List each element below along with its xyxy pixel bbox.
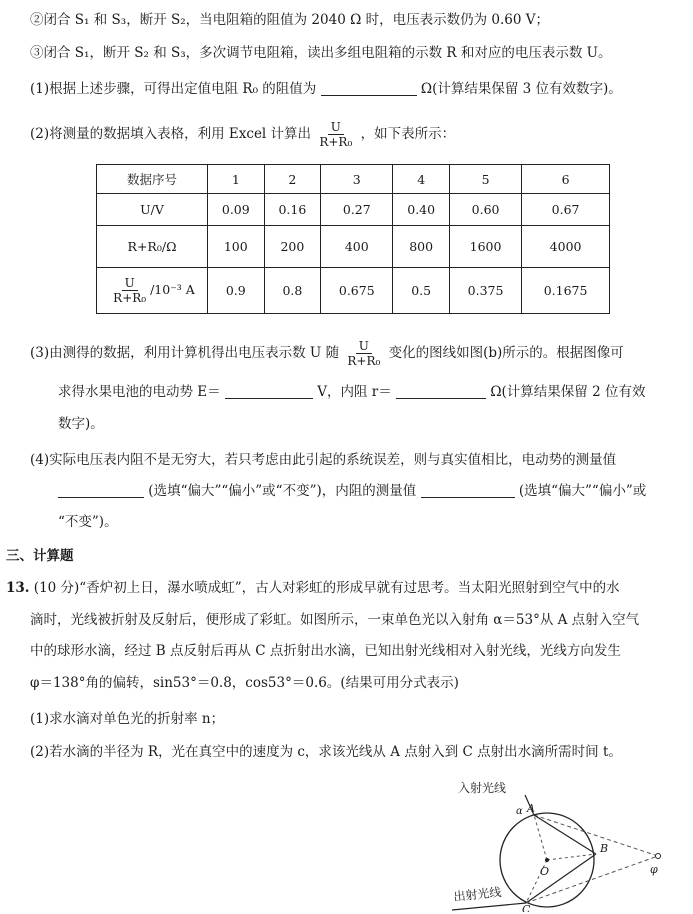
question-4-option-2: (选填“偏大”“偏小”或 xyxy=(518,483,647,499)
row-label-unit: /10⁻³ A xyxy=(150,282,195,297)
reflected-ray-b-to-c xyxy=(526,854,596,903)
answer-blank-r0[interactable] xyxy=(321,81,417,96)
table-cell: 0.9 xyxy=(208,268,265,314)
intersection-point xyxy=(656,854,661,859)
question-1-note: Ω(计算结果保留 3 位有效数字)。 xyxy=(420,81,622,97)
alpha-label: α xyxy=(516,806,523,817)
problem-number: 13. xyxy=(6,580,30,596)
table-cell: 0.16 xyxy=(264,194,321,226)
row-label-fraction xyxy=(110,276,149,305)
incident-ray-label: 入射光线 xyxy=(458,781,507,795)
question-4-line-1: (4)实际电压表内阻不是无穷大，若只考虑由此引起的系统误差，则与真实值相比，电动势的测量值 xyxy=(30,452,617,468)
emf-label: 求得水果电池的电动势 E＝ xyxy=(58,384,221,400)
question-1-prompt: (1)根据上述步骤，可得出定值电阻 R₀ 的阻值为 xyxy=(30,81,317,97)
question-3-line-2 xyxy=(58,382,645,402)
header-cell: 1 xyxy=(208,165,265,194)
problem-13-line-1 xyxy=(6,578,620,598)
table-row-ratio xyxy=(97,268,610,314)
question-3-prompt: (3)由测得的数据，利用计算机得出电压表示数 U 随 xyxy=(30,345,340,361)
header-cell: 数据序号 xyxy=(97,165,208,194)
problem-text: (10 分)“香炉初上日，瀑水喷成虹”，古人对彩虹的形成早就有过思考。当太阳光照射到空气中的水 xyxy=(33,580,620,596)
header-cell: 4 xyxy=(393,165,450,194)
center-point xyxy=(545,858,549,862)
question-4-line-3: “不变”)。 xyxy=(58,514,118,530)
row-label xyxy=(97,268,208,314)
fraction-u-over-r-plus-r0 xyxy=(316,120,355,149)
data-table xyxy=(96,164,610,314)
table-row-resistance xyxy=(97,226,610,268)
fraction-denominator: R+R₀ xyxy=(113,291,147,305)
header-cell: 3 xyxy=(321,165,393,194)
question-3-note: Ω(计算结果保留 2 位有效 xyxy=(490,384,646,400)
section-heading: 三、计算题 xyxy=(6,548,74,564)
table-cell: 0.09 xyxy=(208,194,265,226)
table-cell: 200 xyxy=(264,226,321,268)
header-cell: 2 xyxy=(264,165,321,194)
fraction-numerator: U xyxy=(356,339,372,354)
fraction-denominator: R+R₀ xyxy=(319,135,353,149)
center-label: O xyxy=(540,865,550,878)
table-cell: 800 xyxy=(393,226,450,268)
phi-label: φ xyxy=(650,863,658,876)
question-3-line-1 xyxy=(30,335,624,371)
question-4-line-2 xyxy=(58,481,646,501)
table-header-row xyxy=(97,165,610,194)
table-row-voltage xyxy=(97,194,610,226)
fraction-u-over-r-plus-r0 xyxy=(344,339,383,368)
answer-blank-emf[interactable] xyxy=(225,384,313,399)
answer-blank-resistance-error[interactable] xyxy=(421,483,515,498)
table-cell: 0.5 xyxy=(393,268,450,314)
question-2-prompt: (2)将测量的数据填入表格，利用 Excel 计算出 xyxy=(30,126,312,142)
table-cell: 0.40 xyxy=(393,194,450,226)
header-cell: 5 xyxy=(449,165,521,194)
question-2 xyxy=(30,117,455,151)
question-2-tail: ，如下表所示： xyxy=(360,126,456,142)
step-3-text: ③闭合 S₁，断开 S₂ 和 S₃，多次调节电阻箱，读出多组电阻箱的示数 R 和对应的电压表示数 U。 xyxy=(30,45,612,61)
table-cell: 100 xyxy=(208,226,265,268)
table-cell: 0.27 xyxy=(321,194,393,226)
answer-blank-internal-resistance[interactable] xyxy=(396,384,486,399)
table-cell: 4000 xyxy=(522,226,610,268)
step-2-text: ②闭合 S₁ 和 S₃，断开 S₂，当电阻箱的阻值为 2040 Ω 时，电压表示数仍为 0.60 V； xyxy=(30,12,549,28)
problem-13-line-2: 滴时，光线被折射及反射后，便形成了彩虹。如图所示，一束单色光以入射角 α＝53°从 A 点射入空气 xyxy=(30,612,640,628)
question-3-line-3: 数字)。 xyxy=(58,416,104,432)
internal-resistance-label: V，内阻 r＝ xyxy=(317,384,392,400)
exit-ray xyxy=(452,903,526,910)
table-cell: 0.67 xyxy=(522,194,610,226)
question-1 xyxy=(30,79,622,99)
problem-13-line-3: 中的球形水滴，经过 B 点反射后再从 C 点折射出水滴，已知出射光线相对入射光线，光线方向发生 xyxy=(30,643,621,659)
point-b-label: B xyxy=(600,842,609,855)
fraction-numerator: U xyxy=(122,276,138,291)
row-label: R+R₀/Ω xyxy=(97,226,208,268)
answer-blank-emf-error[interactable] xyxy=(58,483,144,498)
exit-ray-extension xyxy=(526,856,658,903)
exit-ray-label: 出射光线 xyxy=(452,885,503,904)
point-a-label: A xyxy=(527,802,535,815)
question-4-option-1: (选填“偏大”“偏小”或“不变”)，内阻的测量值 xyxy=(148,483,417,499)
problem-13-sub-2: (2)若水滴的半径为 R，光在真空中的速度为 c，求该光线从 A 点射入到 C 点射出水滴所需时间 t。 xyxy=(30,744,622,760)
table-cell: 0.8 xyxy=(264,268,321,314)
table-cell: 400 xyxy=(321,226,393,268)
problem-13-sub-1: (1)求水滴对单色光的折射率 n； xyxy=(30,711,225,727)
row-label: U/V xyxy=(97,194,208,226)
problem-13-line-4: φ＝138°角的偏转，sin53°＝0.8，cos53°＝0.6。(结果可用分式表示) xyxy=(30,675,459,691)
point-c-label: C xyxy=(522,903,531,912)
table-cell: 0.675 xyxy=(321,268,393,314)
raindrop-diagram xyxy=(430,772,680,912)
fraction-numerator: U xyxy=(328,120,344,135)
table-cell: 0.1675 xyxy=(522,268,610,314)
table-cell: 1600 xyxy=(449,226,521,268)
question-3-prompt-tail: 变化的图线如图(b)所示的。根据图像可 xyxy=(388,345,624,361)
incident-ray-extension xyxy=(534,815,658,856)
table-cell: 0.375 xyxy=(449,268,521,314)
fraction-denominator: R+R₀ xyxy=(347,354,381,368)
header-cell: 6 xyxy=(522,165,610,194)
table-cell: 0.60 xyxy=(449,194,521,226)
